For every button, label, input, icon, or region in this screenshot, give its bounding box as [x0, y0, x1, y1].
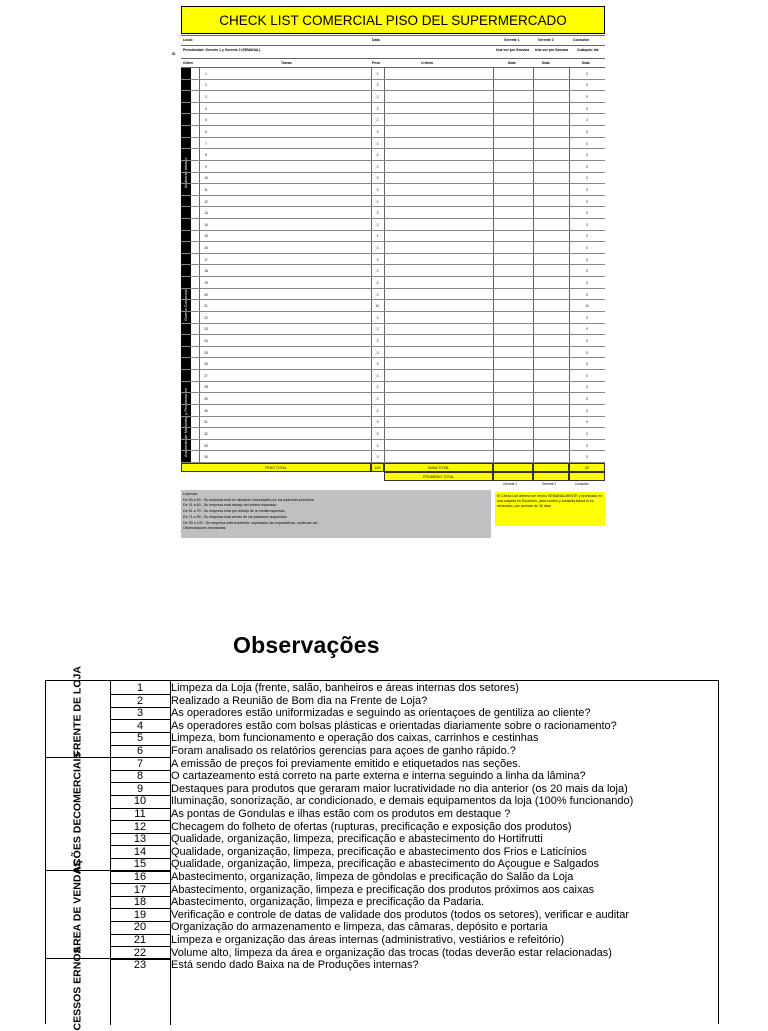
row-number: 12: [204, 199, 208, 204]
periodicidad-label: Periodicidad: Gerente 1 y Gerente 2 (SEMANAL): [183, 48, 261, 52]
row-nota: 0: [586, 350, 588, 355]
row-nota: 0: [586, 327, 588, 332]
row-nota: 0: [586, 71, 588, 76]
row-number: 15: [204, 234, 208, 239]
row-peso: 3: [376, 222, 379, 227]
row-nota: 0: [586, 95, 588, 100]
observacao-text: Iluminação, sonorização, ar condicionado, e demais equipamentos da loja (100% funcionando): [171, 795, 634, 808]
observacoes-title: Observações: [233, 632, 380, 658]
checklist-row: [181, 103, 605, 115]
observacao-text: Volume alto, limpeza da área e organização das trocas (todas deverão estar relacionadas): [171, 946, 612, 959]
row-number: 4: [205, 106, 207, 111]
row-peso: 3: [376, 211, 379, 216]
row-peso: 3: [376, 257, 379, 262]
observacao-number: 11: [134, 808, 146, 820]
row-peso: 3: [376, 350, 379, 355]
row-nota: 0: [586, 211, 588, 216]
footer-gerente2: Gerente 2: [542, 482, 557, 486]
row-number: 26: [204, 362, 208, 367]
row-nota: 0: [586, 153, 588, 158]
row-nota: 2: [586, 234, 588, 239]
section-label-1: Ambiente Interno: [183, 157, 188, 188]
row-peso: 3: [376, 397, 379, 402]
row-peso: 3: [376, 455, 379, 460]
legend-line: Observaciones necesarias:: [183, 526, 227, 531]
legend-line: De 00 a 60 - Su empresa está en situación inaceptable por los padrones previstos: [183, 497, 314, 502]
observacao-text: As operadores estão uniformizadas e seguindo as orientaçoes de gentiliza ao cliente?: [171, 707, 591, 720]
checklist-row: [181, 242, 605, 254]
row-peso: 10: [375, 304, 380, 309]
legend-line: De 61 a 70 - Su empresa está por debajo de la media esperada: [183, 509, 285, 514]
row-number: 2: [205, 83, 207, 88]
section-area-de-vendas: AREA DE VENDAS: [71, 859, 84, 954]
row-nota: 2: [586, 118, 588, 123]
section-label-2: Guerra Comercial: [183, 289, 188, 321]
checklist-row: [181, 300, 605, 312]
row-number: 24: [204, 339, 208, 343]
consultor-header: Consultor: [573, 38, 590, 42]
checklist-row: [181, 382, 605, 394]
row-nota: 0: [586, 373, 588, 378]
row-peso: 3: [376, 246, 379, 251]
checklist-row: [181, 231, 605, 243]
row-number: 32: [204, 431, 208, 436]
legend-line: De 71 a 90 - Su empresa está dentro de los padrones requeridos: [183, 514, 287, 519]
cualquier-dia: Cualquier día: [577, 48, 599, 52]
row-nota: 0: [586, 176, 588, 181]
checklist-row: [181, 173, 605, 185]
observacoes-table: [45, 666, 719, 1031]
row-peso: 2: [376, 234, 379, 239]
row-peso: 3: [376, 315, 379, 320]
observacao-number: 12: [133, 820, 147, 833]
row-number: 14: [204, 222, 208, 227]
row-peso: 3: [376, 129, 379, 134]
nota-header-1: Nota: [508, 61, 516, 65]
row-nota: 0: [586, 339, 588, 343]
row-nota: 0: [586, 420, 588, 425]
observacao-number: 17: [133, 883, 147, 896]
checklist-sheet: [172, 6, 605, 534]
row-number: 31: [204, 420, 208, 425]
row-peso: 3: [376, 373, 379, 378]
una-vez-2: Una vez por Semana: [535, 48, 569, 52]
observacao-number: 20: [133, 921, 147, 934]
row-nota: 0: [586, 455, 588, 460]
row-number: 21: [204, 304, 208, 309]
observacao-number: 22: [133, 946, 147, 959]
observacao-number: 8: [136, 770, 144, 783]
legend-box: [181, 490, 491, 538]
nota-header-3: Nota: [582, 61, 590, 65]
sheet-title: CHECK LIST COMERCIAL PISO DEL SUPERMERCADO: [181, 6, 605, 34]
row-number: 16: [204, 246, 208, 251]
observacao-text: Abastecimento, organização, limpeza de gôndolas e precificação do Salão da Loja: [171, 871, 574, 883]
observacao-text: Realizado a Reunião de Bom dia na Frente de Loja?: [171, 694, 428, 707]
row-peso: 2: [376, 118, 379, 123]
row-peso: 3: [376, 106, 379, 111]
row-nota: 0: [586, 443, 588, 448]
suma-total-label: SUMA TOTAL: [384, 463, 493, 472]
section-label-3: Ambiente de Marketing y Promociones: [183, 388, 188, 457]
row-nota: 0: [586, 431, 588, 436]
orden-header: Orden: [183, 61, 193, 65]
row-nota: 0: [586, 246, 588, 251]
row-number: 13: [204, 211, 208, 216]
observacao-text: Está sendo dado Baixa na de Produções internas?: [171, 959, 419, 972]
una-vez-1: Una vez por Semana: [496, 48, 530, 52]
row-peso: 2: [376, 71, 379, 76]
row-peso: 2: [376, 187, 379, 192]
checklist-row: [181, 358, 605, 370]
checklist-row: [181, 335, 605, 347]
row-nota: 0: [586, 187, 588, 192]
observacao-text: Qualidade, organização, limpeza, precificação e abastecimento do Açougue e Salgados: [171, 858, 600, 871]
id-label: ID: [172, 52, 176, 56]
row-peso: 3: [376, 385, 379, 390]
row-number: 17: [204, 257, 208, 262]
observacao-text: Destaques para produtos que geraram maior lucratividade no dia anterior (os 20 mais da loja): [171, 782, 628, 795]
checklist-row: [181, 149, 605, 161]
row-number: 9: [205, 164, 207, 169]
section-frente-de-loja: FRENTE DE LOJA: [71, 666, 84, 757]
checklist-row: [181, 370, 605, 382]
legend-line: De 90 a 100 - Su empresa está excelente, superando las expectativas, continuar así.: [183, 520, 319, 525]
checklist-row: [181, 277, 605, 289]
checklist-row: [181, 80, 605, 92]
row-nota: 0: [586, 292, 588, 297]
row-number: 22: [204, 315, 208, 320]
checklist-row: [181, 138, 605, 150]
observacao-number: 1: [136, 682, 144, 694]
gerente2-header: Gerente 2: [538, 38, 554, 42]
checklist-row: [181, 266, 605, 278]
checklist-row: [181, 324, 605, 336]
checklist-row: [181, 207, 605, 219]
checklist-row: [181, 68, 605, 80]
row-peso: 3: [376, 141, 379, 146]
row-peso: 3: [376, 362, 379, 367]
peso-header: Peso: [372, 61, 381, 65]
row-peso: 2: [376, 408, 379, 413]
peso-total-value: 100: [371, 463, 384, 472]
checklist-row: [181, 161, 605, 173]
observacao-text: Abastecimento, organização, limpeza e precificação dos produtos próximos aos caixas: [171, 883, 595, 896]
checklist-row: [181, 196, 605, 208]
legend-line: De 31 a 60 - Su empresa está debajo del criterio esperado: [183, 503, 277, 508]
footer-consultor: Consultor: [575, 482, 589, 486]
row-nota: 0: [586, 164, 588, 169]
row-nota: 0: [586, 199, 588, 204]
observacao-text: Qualidade, organização, limpeza, precificação e abastecimento do Hortifrutti: [171, 833, 543, 846]
total-nota: 20: [569, 463, 605, 472]
row-number: 27: [204, 373, 208, 378]
row-number: 3: [205, 95, 207, 100]
row-peso: 3: [376, 443, 379, 448]
checklist-row: [181, 91, 605, 103]
observacao-text: Verificação e controle de datas de validade dos produtos (todos os setores), verificar e auditar: [171, 908, 629, 921]
observacao-text: As pontas de Gondulas e ilhas estão com os produtos em destaque ?: [171, 808, 511, 820]
legend-line: Leyenda:: [183, 492, 198, 496]
row-number: 10: [204, 176, 208, 181]
observacao-text: Checagem do folheto de ofertas (rupturas, precificação e exposição dos produtos): [171, 820, 572, 833]
row-number: 29: [204, 397, 208, 402]
checklist-row: [181, 254, 605, 266]
row-nota: 0: [586, 315, 588, 320]
row-peso: 2: [376, 153, 379, 158]
local-label: Local:: [183, 38, 193, 42]
checklist-row: [181, 440, 605, 452]
row-peso: 3: [376, 327, 379, 332]
row-number: 34: [204, 455, 208, 460]
observacao-number: 21: [133, 934, 147, 946]
row-nota: 0: [586, 397, 588, 402]
checklist-row: [181, 417, 605, 429]
row-nota: 0: [586, 257, 588, 262]
row-peso: 3: [376, 176, 379, 181]
checklist-row: [181, 312, 605, 324]
checklist-row: [181, 219, 605, 231]
observacao-number: 3: [136, 707, 144, 720]
observacao-number: 15: [133, 858, 147, 871]
observacao-number: 7: [136, 757, 144, 770]
observacao-number: 19: [133, 908, 147, 921]
row-nota: 0: [586, 385, 588, 390]
tareas-header: Tareas: [281, 61, 292, 65]
section-acoes-comerciais: AÇÕES DECOMERCIAIS: [71, 751, 84, 874]
row-number: 23: [204, 327, 208, 332]
observacao-text: Limpeza e organização das áreas internas (administrativo, vestiários e refeitório): [171, 934, 565, 946]
row-nota: 10: [585, 304, 589, 309]
observacao-text: As operadores estão com bolsas plásticas e orientadas diariamente sobre o racionamento?: [171, 719, 617, 732]
observacao-number: 2: [136, 694, 144, 707]
checklist-row: [181, 114, 605, 126]
row-number: 20: [204, 292, 208, 297]
row-number: 25: [204, 350, 208, 355]
row-nota: 0: [586, 141, 588, 146]
checklist-row: [181, 126, 605, 138]
observacao-number: 13: [133, 833, 147, 846]
data-label: Data:: [372, 38, 381, 42]
observacao-text: O cartazeamento está correto na parte externa e interna seguindo a linha da lâmina?: [171, 770, 586, 783]
promedio-total-label: PROMEDIO TOTAL: [384, 472, 493, 481]
observacao-number: 18: [133, 896, 147, 909]
checklist-row: [181, 451, 605, 463]
observacao-text: Limpeza, bom funcionamento e operação dos caixas, carrinhos e cestinhas: [171, 732, 539, 745]
row-number: 28: [204, 385, 208, 390]
row-number: 8: [205, 153, 207, 158]
row-number: 18: [204, 269, 208, 274]
row-number: 33: [204, 443, 208, 448]
row-nota: 0: [586, 280, 588, 285]
row-nota: 0: [586, 269, 588, 274]
row-number: 19: [204, 280, 208, 285]
observacao-number: 9: [136, 782, 144, 795]
observacao-text: A emissão de preços foi previamente emitido e etiquetados nas seções.: [171, 757, 521, 770]
gerente1-header: Gerente 1: [504, 38, 520, 42]
observacao-text: Foram analisado os relatórios gerencias para açoes de ganho rápido.?: [171, 745, 516, 757]
observacao-number: 23: [133, 959, 147, 972]
row-number: 1: [205, 71, 207, 76]
checklist-row: [181, 289, 605, 301]
observacao-text: Organização do armazenamento e limpeza, das câmaras, depósito e portaria: [171, 921, 548, 934]
checklist-row: [181, 405, 605, 417]
checklist-row: [181, 184, 605, 196]
row-peso: 3: [376, 292, 379, 297]
checklist-row: [181, 393, 605, 405]
row-peso: 3: [376, 83, 379, 88]
nota-header-2: Nota: [542, 61, 550, 65]
footer-gerente1: Gerente 1: [503, 482, 518, 486]
row-number: 6: [205, 129, 207, 134]
instruction-note: El Check List deberá ser hecho SEMANALMENTE y archivado en una carpeta en Escritorio, para control y consulta futura si es necesario, por período de 30 días.: [495, 492, 605, 526]
row-peso: 2: [376, 199, 379, 204]
section-processos-internos: CESSOS ERNOS: [71, 946, 84, 1031]
row-peso: 3: [376, 420, 379, 425]
observacao-text: Limpeza da Loja (frente, salão, banheiros e áreas internas dos setores): [171, 682, 519, 694]
peso-total-label: PESO TOTAL: [181, 463, 371, 472]
row-nota: 0: [586, 106, 588, 111]
observacao-number: 6: [136, 745, 144, 757]
row-nota: 3: [586, 222, 588, 227]
row-number: 7: [205, 141, 207, 146]
row-peso: 3: [376, 339, 379, 343]
observacao-number: 4: [136, 719, 144, 732]
row-number: 5: [205, 118, 207, 123]
row-nota: 0: [586, 408, 588, 413]
checklist-row: [181, 347, 605, 359]
observacao-number: 14: [133, 845, 147, 858]
row-nota: 0: [586, 83, 588, 88]
observacao-number: 10: [133, 795, 147, 808]
row-number: 30: [204, 408, 208, 413]
observacao-text: Abastecimento, organização, limpeza e precificação da Padaria.: [171, 896, 485, 909]
observacao-number: 16: [133, 871, 147, 883]
row-peso: 3: [376, 95, 379, 100]
checklist-row: [181, 428, 605, 440]
row-peso: 3: [376, 164, 379, 169]
row-nota: 0: [586, 129, 588, 134]
criterio-header: Criterio: [421, 61, 434, 65]
row-peso: 2: [376, 280, 379, 285]
row-nota: 0: [586, 362, 588, 367]
row-peso: 3: [376, 431, 379, 436]
observacao-text: Qualidade, organização, limpeza, precificação e abastecimento dos Frios e Laticínios: [171, 845, 587, 858]
row-peso: 3: [376, 269, 379, 274]
row-number: 11: [204, 187, 208, 192]
observacao-number: 5: [136, 732, 144, 745]
